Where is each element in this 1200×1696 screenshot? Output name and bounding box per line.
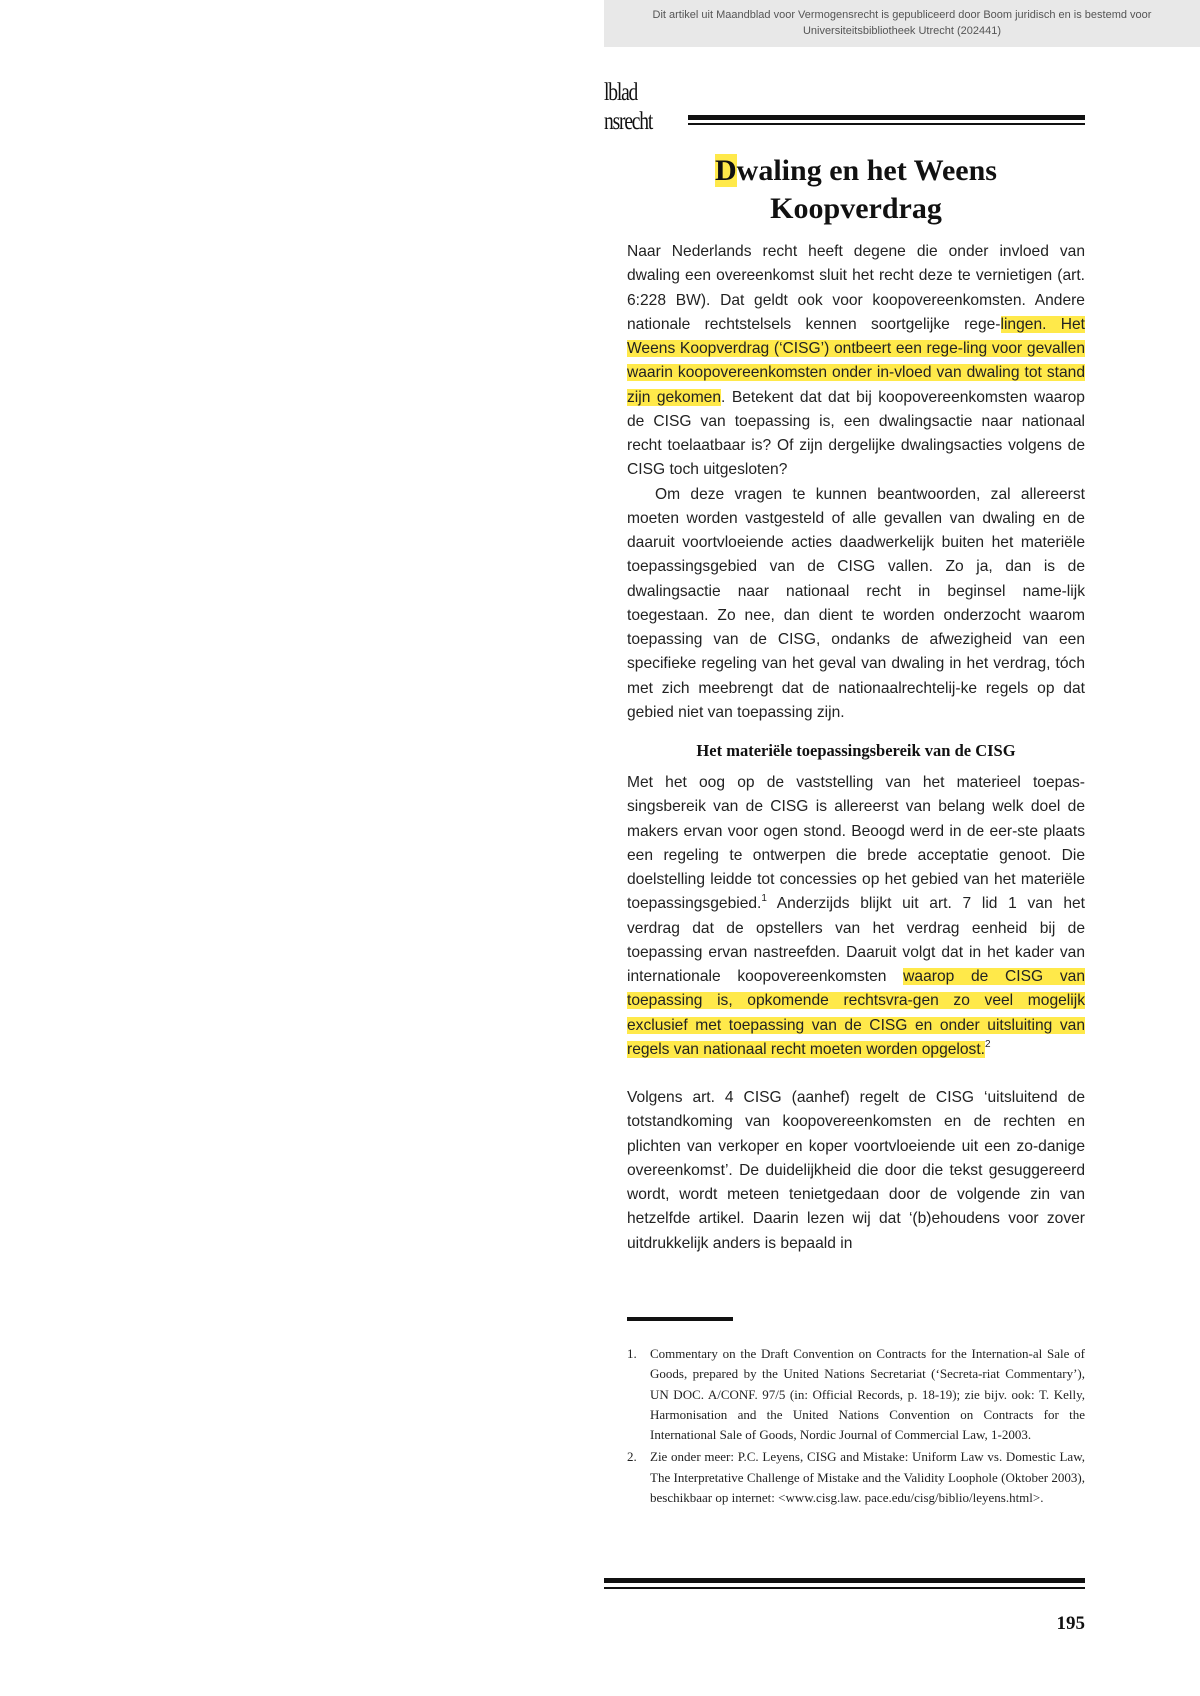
section-p1-text-a: Met het oog op de vaststelling van het materieel toepas-singsbereik van de CISG is allereerst van belang welk doel de makers ervan voor ogen stond. Beoogd werd in de eer-ste plaats een regeling te ontwerpen die brede acceptatie genoot. Die doelstelling leidde tot concessies op het gebied van het materiële toepassingsgebied. (627, 774, 1085, 913)
masthead-rule-thick (688, 115, 1085, 120)
intro-highlight[interactable]: lingen. Het Weens Koopverdrag (‘CISG’) ontbeert een rege-ling voor gevallen waarin koopovereenkomsten onder in-vloed van dwaling tot stand zijn gekomen (627, 315, 1085, 406)
section-highlight[interactable]: waarop de CISG van toepassing is, opkomende rechtsvra-gen zo veel mogelijk exclusief met toepassing van de CISG en onder uitsluiting van regels van nationaal recht moeten worden opgelost. (627, 968, 1085, 1058)
intro-paragraph-1 (627, 240, 1085, 483)
section-heading: Het materiële toepassingsbereik van de CISG (696, 741, 1016, 760)
masthead-line-1: lblad (604, 79, 638, 106)
title-line-2: Koopverdrag (770, 192, 942, 225)
section-paragraph-2: Volgens art. 4 CISG (aanhef) regelt de CISG ‘uitsluitend de totstandkoming van koopovereenkomsten en de rechten en plichten van verkoper en koper voortvloeiende uit een zo-danige overeenkomst’. De duidelijkheid die door die tekst gesuggereerd wordt, wordt meteen tenietgedaan door de volgende zin van hetzelfde artikel. Daarin lezen wij dat ‘(b)ehoudens voor zover uitdrukkelijk anders is bepaald in (627, 1089, 1085, 1252)
publisher-notice (604, 0, 1200, 47)
footnote-separator (627, 1317, 733, 1321)
footnote-text: Zie onder meer: P.C. Leyens, CISG and Mistake: Uniform Law vs. Domestic Law, The Interpretative Challenge of Mistake and the Validity Loophole (Oktober 2003), beschikbaar op internet: <www.cisg.law. pace.edu/cisg/biblio/leyens.html>. (650, 1449, 1085, 1506)
footnote-ref-2[interactable]: 2 (985, 1038, 991, 1050)
footnote-number: 1. (627, 1346, 637, 1361)
title-highlighted-initial[interactable]: D (715, 154, 737, 187)
article-title (628, 152, 1084, 228)
footnotes-list (627, 1344, 1085, 1510)
paragraph-gap (627, 1062, 1085, 1086)
footer-rule-thin (604, 1587, 1085, 1589)
footnote-number: 2. (627, 1449, 637, 1465)
journal-masthead (604, 78, 659, 136)
footnote-item (627, 1447, 1085, 1508)
publisher-notice-line-1: Dit artikel uit Maandblad voor Vermogensrecht is gepubliceerd door Boom juridisch en is bestemd voor (652, 9, 1152, 21)
masthead-line-2: nsrecht (604, 108, 653, 135)
intro-paragraph-2: Om deze vragen te kunnen beantwoorden, zal allereerst moeten worden vastgesteld of alle gevallen van dwaling en de daaruit voortvloeiende acties daadwerkelijk buiten het materiële toepassingsgebied van de CISG vallen. Zo ja, dan is de dwalingsactie naar nationaal recht in beginsel name-lijk toegestaan. Zo nee, dan dient te worden onderzocht waarom toepassing van de CISG, ondanks de afwezigheid van een specifieke regeling van het geval van dwaling in het verdrag, tóch met zich meebrengt dat de nationaalrechtelij-ke regels op dat gebied niet van toepassing zijn. (627, 485, 1085, 721)
section-paragraph-1 (627, 771, 1085, 1062)
section-p1-text-b: Anderzijds blijkt uit art. 7 lid 1 van het verdrag dat de opstellers van het verdrag eenheid bij de toepassing ervan nastreefden. Daaruit volgt dat in het kader van internationale koopovereenkomsten (627, 895, 1085, 985)
intro-p1-text-a: Naar Nederlands recht heeft degene die onder invloed van dwaling een overeenkomst sluit het recht deze te vernietigen (art. 6:228 BW). Dat geldt ook voor koopovereenkomsten. Andere nationale rechtstelsels kennen soortgelijke rege- (627, 243, 1085, 333)
title-line-1: waling en het Weens (736, 154, 997, 187)
page-number: 195 (1056, 1613, 1085, 1634)
footnote-item (627, 1344, 1085, 1445)
masthead-rule-thin (688, 123, 1085, 125)
intro-p1-text-b: . Betekent dat dat bij koopovereenkomsten waarop de CISG van toepassing is, een dwalingsactie naar nationaal recht toelaatbaar is? Of zijn dergelijke dwalingsacties volgens de CISG toch uitgesloten? (627, 388, 1085, 479)
footnote-ref-1[interactable]: 1 (761, 893, 767, 905)
article-body (627, 240, 1085, 1256)
footnote-text: Commentary on the Draft Convention on Contracts for the Internation-al Sale of Goods, prepared by the United Nations Secretariat (‘Secreta-riat Commentary’), UN DOC. A/CONF. 97/5 (in: Official Records, p. 18-19); zie bijv. ook: T. Kelly, Harmonisation and the United Nations Convention on Contracts for the International Sale of Goods, Nordic Journal of Commercial Law, 1-2003. (650, 1346, 1085, 1443)
publisher-notice-line-2: Universiteitsbibliotheek Utrecht (202441) (802, 25, 1002, 37)
footer-rule-thick (604, 1578, 1085, 1583)
